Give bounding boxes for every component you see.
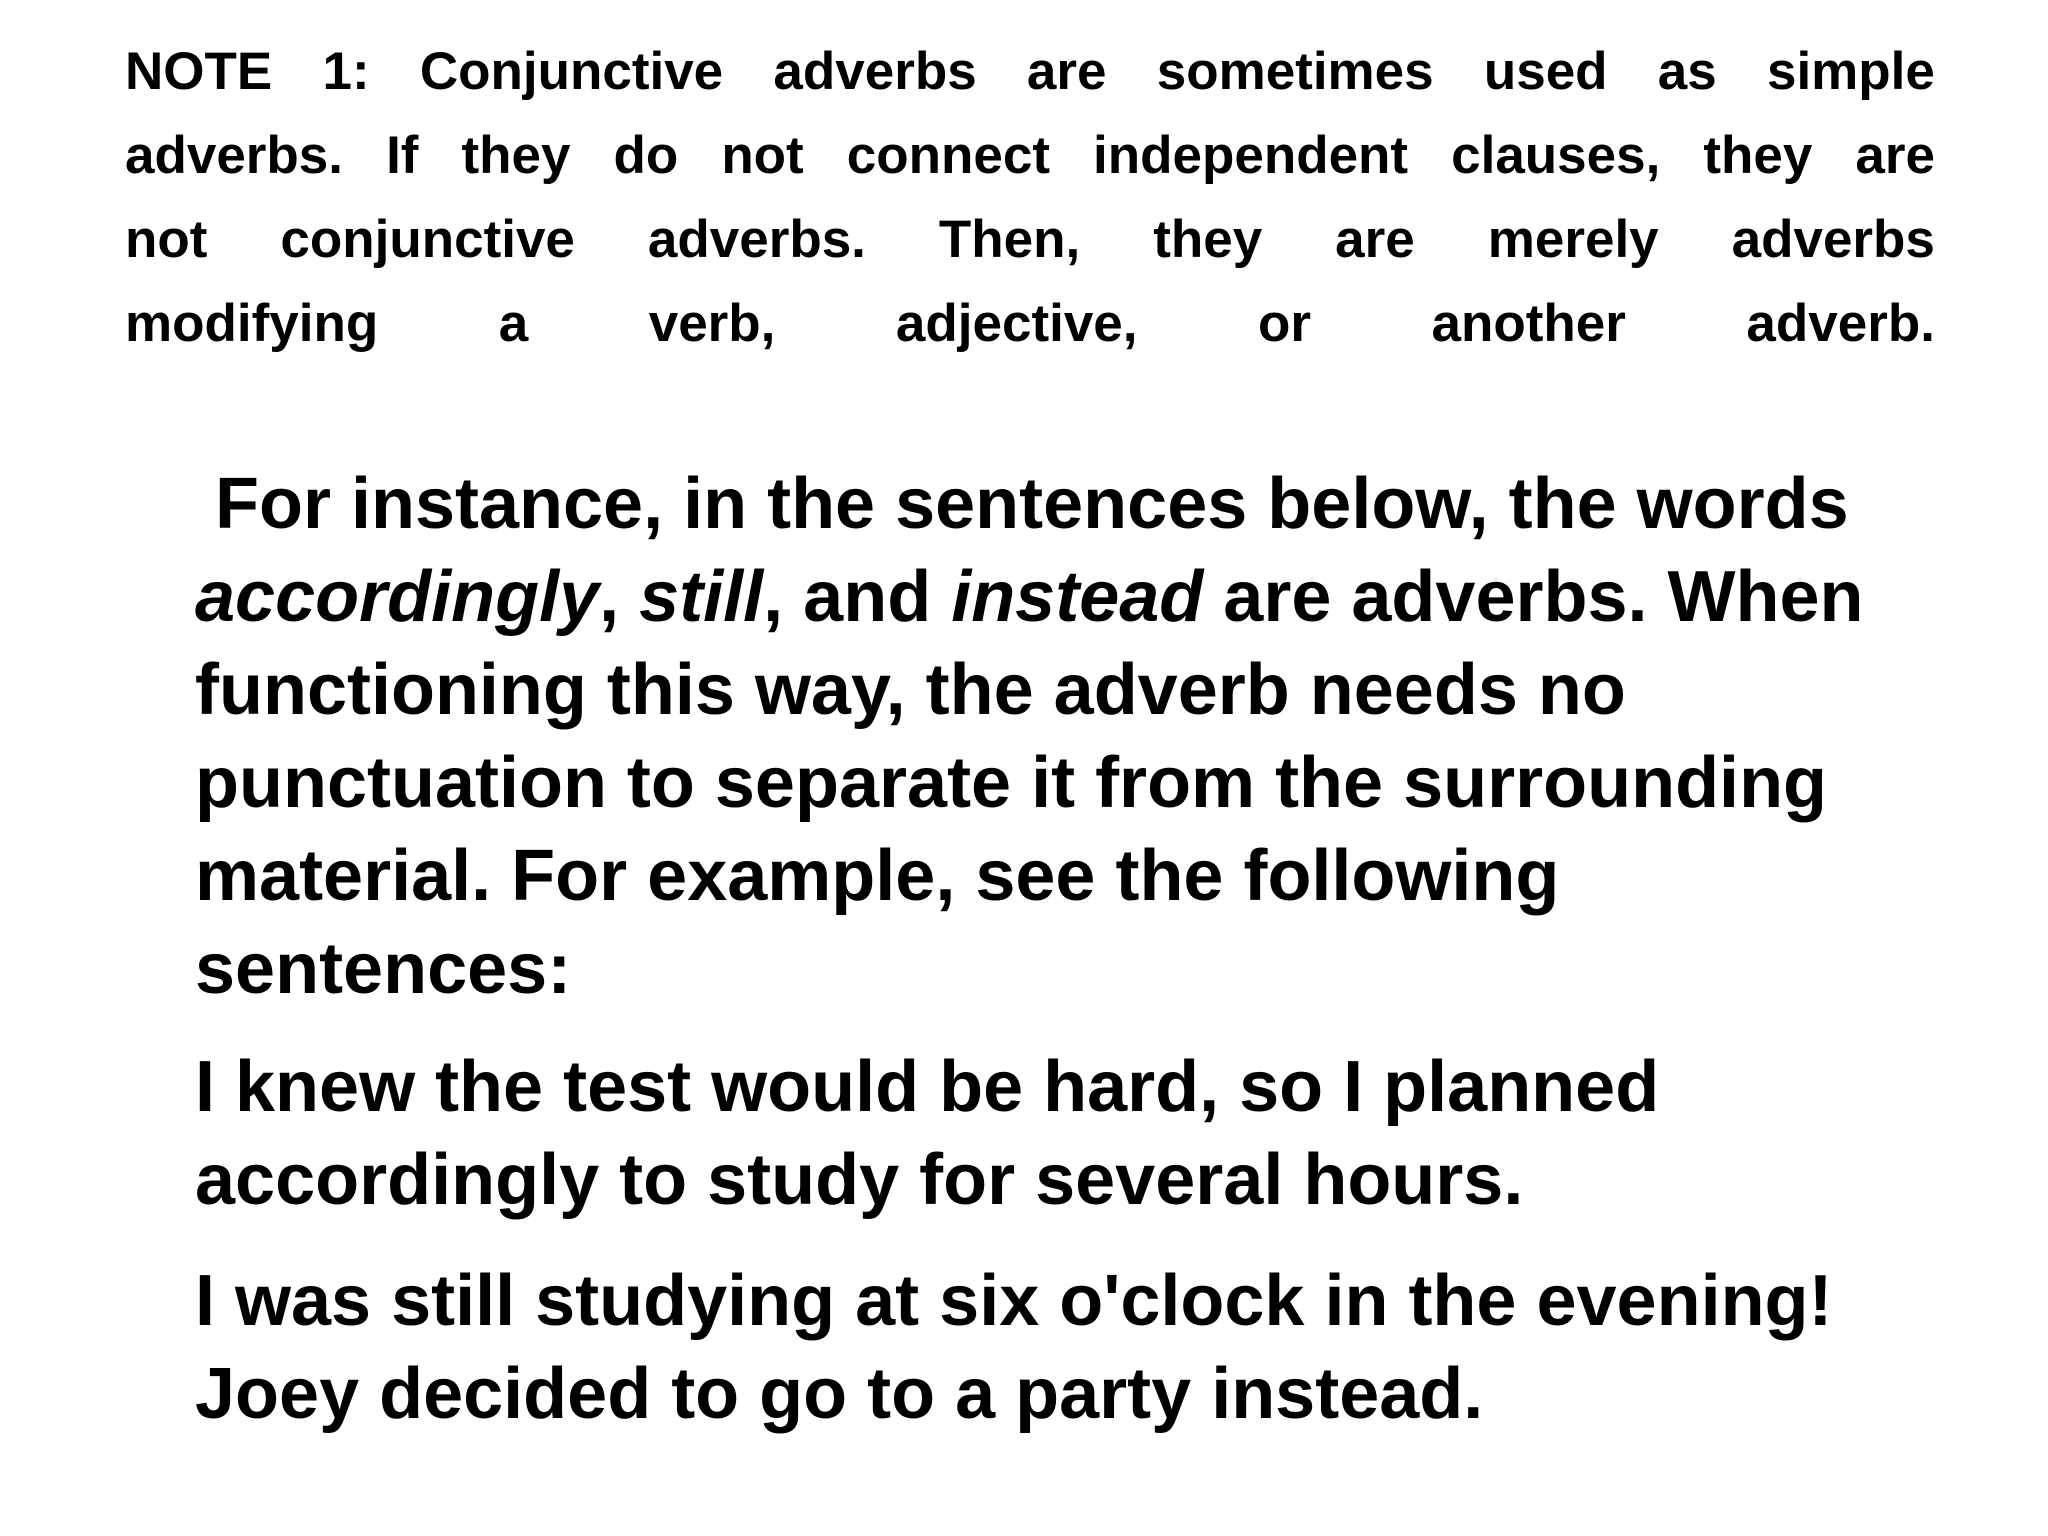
note-word: NOTE bbox=[125, 42, 273, 101]
paragraph-text: are adverbs. When bbox=[1203, 557, 1864, 637]
note-line bbox=[125, 114, 1935, 198]
note-word: are bbox=[1026, 42, 1107, 101]
note-word: adverbs bbox=[773, 42, 977, 101]
note-word: do bbox=[613, 126, 679, 185]
note-word: adverbs. bbox=[125, 126, 344, 185]
paragraph-line: For instance, in the sentences below, the words bbox=[215, 464, 1849, 544]
example-sentence bbox=[195, 1255, 1975, 1441]
adverb-still: still bbox=[639, 557, 764, 637]
note-word: a bbox=[498, 294, 529, 353]
note-word: merely bbox=[1487, 210, 1659, 269]
note-word: they bbox=[1153, 210, 1263, 269]
note-word: Conjunctive bbox=[419, 42, 724, 101]
note-word: adverb. bbox=[1746, 294, 1935, 353]
explanation-paragraph bbox=[195, 458, 1975, 1016]
note-word: adverbs bbox=[1731, 210, 1935, 269]
note-word: they bbox=[1703, 126, 1813, 185]
note-word: simple bbox=[1766, 42, 1935, 101]
paragraph-line: punctuation to separate it from the surrounding bbox=[195, 743, 1828, 823]
adverb-accordingly: accordingly bbox=[195, 557, 600, 637]
note-line bbox=[125, 198, 1935, 282]
note-word: 1: bbox=[322, 42, 370, 101]
note-word: not bbox=[721, 126, 804, 185]
example-sentence bbox=[195, 1041, 1975, 1227]
note-word: verb, bbox=[648, 294, 776, 353]
paragraph-line bbox=[195, 551, 1975, 644]
note-word: another bbox=[1431, 294, 1626, 353]
note-word: If bbox=[386, 126, 419, 185]
note-word: they bbox=[461, 126, 571, 185]
note-block bbox=[125, 30, 1935, 366]
note-word: Then, bbox=[938, 210, 1081, 269]
separator-text: , bbox=[599, 557, 640, 637]
note-word: conjunctive bbox=[280, 210, 575, 269]
paragraph-line: sentences: bbox=[195, 929, 572, 1009]
adverb-instead: instead bbox=[951, 557, 1204, 637]
example-line: I was still studying at six o'clock in the evening! bbox=[195, 1261, 1833, 1341]
note-word: independent bbox=[1093, 126, 1409, 185]
note-word: adverbs. bbox=[647, 210, 866, 269]
note-word: as bbox=[1657, 42, 1717, 101]
note-word: are bbox=[1335, 210, 1415, 269]
note-word: adjective, bbox=[895, 294, 1138, 353]
note-line bbox=[125, 30, 1935, 114]
note-word: clauses, bbox=[1451, 126, 1661, 185]
example-line: Joey decided to go to a party instead. bbox=[195, 1354, 1484, 1434]
paragraph-line: functioning this way, the adverb needs no bbox=[195, 650, 1626, 730]
note-word: or bbox=[1258, 294, 1312, 353]
note-word: sometimes bbox=[1156, 42, 1434, 101]
example-line: accordingly to study for several hours. bbox=[195, 1140, 1524, 1220]
separator-text: , and bbox=[763, 557, 952, 637]
example-line: I knew the test would be hard, so I planned bbox=[195, 1047, 1660, 1127]
note-word: modifying bbox=[125, 294, 379, 353]
note-word: not bbox=[125, 210, 208, 269]
paragraph-line: material. For example, see the following bbox=[195, 836, 1560, 916]
note-word: are bbox=[1855, 126, 1935, 185]
note-word: used bbox=[1483, 42, 1608, 101]
note-line bbox=[125, 282, 1935, 366]
note-word: connect bbox=[846, 126, 1050, 185]
